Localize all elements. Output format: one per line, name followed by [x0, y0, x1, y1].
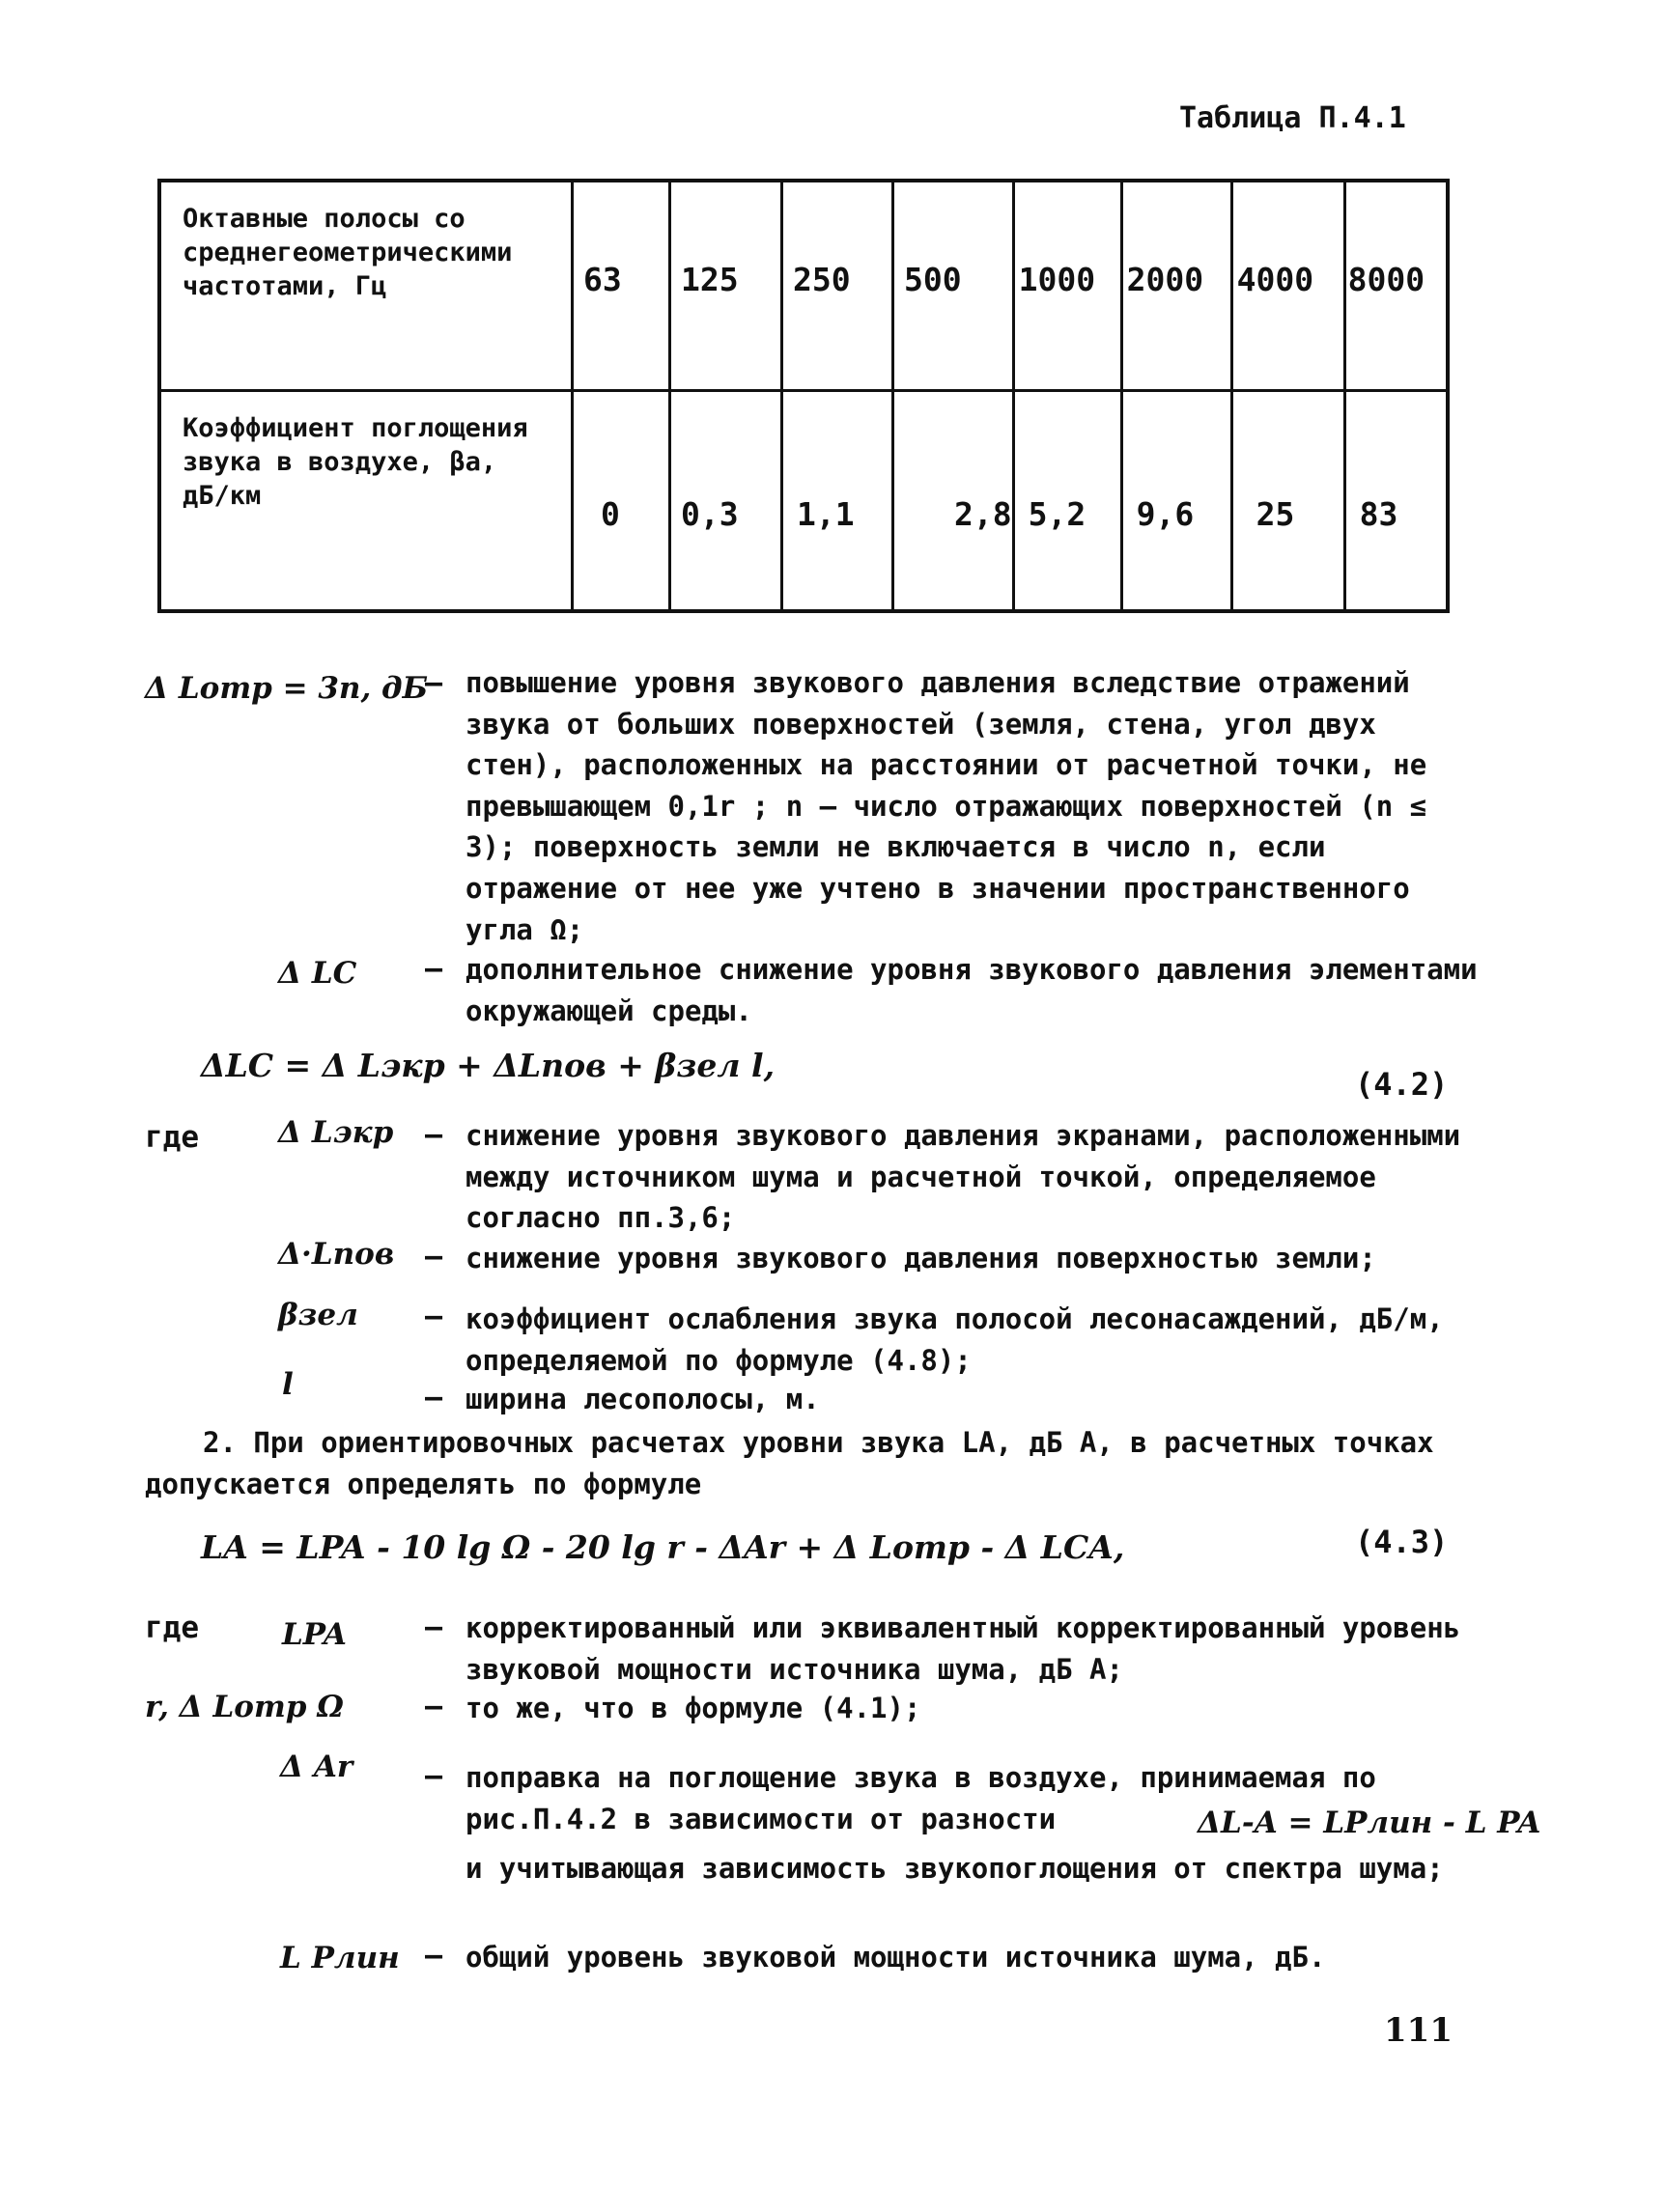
value-cell: 2,8	[893, 391, 1014, 612]
table-caption: Таблица П.4.1	[1179, 101, 1406, 135]
where-label: где	[145, 1120, 199, 1155]
table-row-values	[159, 391, 1448, 612]
definition-l-plin: общий уровень звуковой мощности источника шума, дБ.	[466, 1941, 1326, 1974]
page-number: 111	[1384, 2011, 1453, 2050]
dash: –	[425, 1759, 443, 1793]
value-cell: 25	[1231, 391, 1344, 612]
dash: –	[425, 1381, 443, 1414]
equation-number-4-2: (4.2)	[1355, 1066, 1449, 1103]
freq-cell: 8000	[1344, 181, 1448, 391]
value-cell: 1,1	[782, 391, 893, 612]
value-cell: 9,6	[1121, 391, 1231, 612]
symbol-l-pa: LPA	[282, 1617, 347, 1652]
symbol-delta-ar: Δ Ar	[280, 1750, 353, 1784]
symbol-delta-l-ekr: Δ Lэкр	[278, 1115, 394, 1150]
definition-l: ширина лесополосы, м.	[466, 1383, 820, 1415]
freq-cell: 1000	[1013, 181, 1121, 391]
definition-delta-l-pov: снижение уровня звукового давления поверхностью земли;	[466, 1242, 1376, 1274]
value-cell: 0	[573, 391, 670, 612]
definition-delta-ar: поправка на поглощение звука в воздухе, принимаемая по рис.П.4.2 в зависимости от разности	[466, 1761, 1376, 1835]
formula-4-3: LA = LPA - 10 lg Ω - 20 lg r - ΔAr + Δ Lотр - Δ LCA,	[201, 1528, 1125, 1566]
definition-delta-l-ekr: снижение уровня звукового давления экранами, расположенными между источником шума и расчетной точкой, определяемое согласно пп.3,6;	[466, 1119, 1461, 1235]
symbol-same-as: r, Δ Lотр Ω	[145, 1690, 344, 1724]
value-cell: 5,2	[1013, 391, 1121, 612]
symbol-beta-zel: βзел	[278, 1298, 358, 1332]
definition-delta-l-c: дополнительное снижение уровня звукового давления элементами окружающей среды.	[466, 953, 1478, 1027]
symbol-delta-l-otr: Δ Lотр = 3n, дБ	[145, 671, 429, 706]
dash: –	[425, 1118, 443, 1152]
freq-cell: 4000	[1231, 181, 1344, 391]
value-cell: 0,3	[670, 391, 782, 612]
dash: –	[425, 1690, 443, 1723]
dash: –	[425, 666, 443, 700]
freq-cell: 2000	[1121, 181, 1231, 391]
equation-number-4-3: (4.3)	[1355, 1524, 1449, 1560]
symbol-delta-l-pov: Δ·Lпов	[278, 1237, 395, 1272]
row-header-coefficient: Коэффициент поглощения звука в воздухе, βа, дБ/км	[159, 391, 573, 612]
freq-cell: 250	[782, 181, 893, 391]
definition-beta-zel: коэффициент ослабления звука полосой лесонасаждений, дБ/м, определяемой по формуле (4.8);	[466, 1302, 1444, 1377]
definition-delta-ar-continued: и учитывающая зависимость звукопоглощения от спектра шума;	[466, 1852, 1444, 1885]
symbol-delta-l-c: Δ LC	[278, 956, 357, 991]
freq-cell: 63	[573, 181, 670, 391]
formula-difference: ΔL-A = LPлин - L PA	[1198, 1806, 1541, 1840]
freq-cell: 500	[893, 181, 1014, 391]
freq-cell: 125	[670, 181, 782, 391]
where-label: где	[145, 1610, 199, 1645]
symbol-l: l	[282, 1367, 294, 1402]
dash: –	[425, 952, 443, 986]
dash: –	[425, 1240, 443, 1274]
dash: –	[425, 1610, 443, 1644]
formula-4-2: ΔLC = Δ Lэкр + ΔLпов + βзел l,	[201, 1047, 776, 1084]
definition-l-pa: корректированный или эквивалентный корректированный уровень звуковой мощности источника шума, дБ А;	[466, 1611, 1461, 1686]
symbol-l-plin: L Pлин	[280, 1941, 400, 1975]
row-header-frequencies: Октавные полосы со среднегеометрическими частотами, Гц	[159, 181, 573, 391]
table-row-frequencies	[159, 181, 1448, 391]
dash: –	[425, 1939, 443, 1973]
absorption-table	[157, 179, 1450, 613]
value-cell: 83	[1344, 391, 1448, 612]
dash: –	[425, 1300, 443, 1333]
definition-same-as: то же, что в формуле (4.1);	[466, 1692, 921, 1724]
definition-delta-l-otr: повышение уровня звукового давления вследствие отражений звука от больших поверхностей (земля, стена, угол двух стен), расположенных на расстоянии от расчетной точки, не превышающем 0,1r ; n – число отражающих поверхностей (n ≤ 3); поверхность земли не включается в число n, если отражение от нее уже учтено в значении пространственного угла Ω;	[466, 666, 1427, 946]
paragraph-2: 2. При ориентировочных расчетах уровни звука LA, дБ А, в расчетных точках допускается определять по формуле	[145, 1426, 1434, 1500]
